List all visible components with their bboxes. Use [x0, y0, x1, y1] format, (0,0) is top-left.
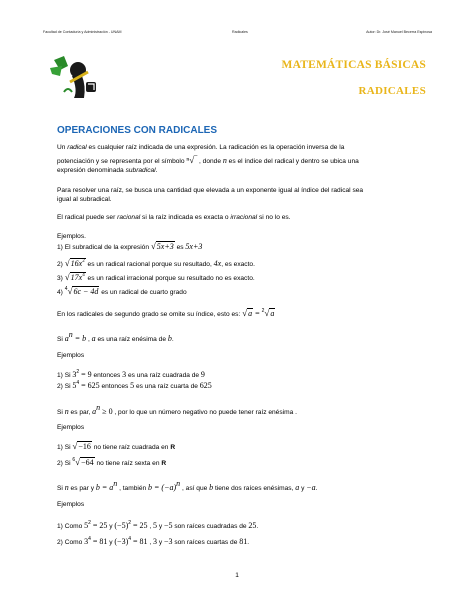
p2-line2: igual al subradical.	[57, 196, 112, 203]
ejemplos2-item2: 2) Si $5^4 = 625$ entonces 5 es una raíz cuarta de 625	[57, 380, 212, 390]
p1-line1: Un radical es cualquier raíz indicada de una expresión. La radicación es la operación inversa de la	[57, 144, 345, 151]
document-title: MATEMÁTICAS BÁSICAS	[281, 59, 426, 71]
page-number: 1	[235, 572, 239, 579]
p4-line: En los radicales de segundo grado se omite su índice, esto es: √a = $^2$√a	[57, 308, 275, 318]
section-heading: OPERACIONES CON RADICALES	[57, 125, 218, 136]
ejemplos3-item2: 2) Si $^6$√−64 no tiene raíz sexta en R	[57, 457, 167, 467]
p1-line3: expresión denominada subradical.	[57, 167, 158, 174]
header-center: Radicales	[232, 30, 248, 34]
document-subtitle: RADICALES	[358, 85, 426, 97]
ejemplos3-item1: 1) Si √−16 no tiene raíz cuadrada en R	[57, 441, 176, 451]
ejemplos2-item1: 1) Si $3^2 = 9$ entonces 3 es una raíz cuadrada de 9	[57, 369, 205, 379]
p6-line: Si n es par, $a^n \ge 0$ , por lo que un número negativo no puede tener raíz enésima .	[57, 403, 297, 416]
radical-symbol-icon: ⁿ√‾	[186, 155, 198, 165]
ejemplos1-item4: 4) $^4$√6c − 4d es un radical de cuarto grado	[57, 286, 187, 296]
p5-line: Si $a^n = b$ , a es una raíz enésima de b.	[57, 330, 174, 343]
header-left: Facultad de Contaduría y Administración - UNAM	[43, 30, 122, 34]
unam-puma-logo	[48, 52, 106, 102]
ejemplos1-item3: 3) $√17x^4$ es un radical irracional porque su resultado no es exacto.	[57, 272, 255, 282]
ejemplos1-item1: 1) El subradical de la expresión √5x+3 es 5x+3	[57, 241, 203, 251]
ejemplos4-item1: 1) Como $5^2 = 25$ y $(-5)^2 = 25$ , 5 y −5 son raíces cuadradas de 25.	[57, 520, 259, 530]
ejemplos1-head: Ejemplos.	[57, 233, 86, 240]
ejemplos4-head: Ejemplos	[57, 501, 85, 508]
ejemplos1-item2: 2) $√16x^2$ es un radical racional porque su resultado, 4x, es exacto.	[57, 258, 255, 268]
header-right: Autor: Dr. José Manuel Becerra Espinosa	[366, 30, 432, 34]
ejemplos2-head: Ejemplos	[57, 352, 85, 359]
ejemplos3-head: Ejemplos	[57, 424, 85, 431]
p2-line1: Para resolver una raíz, se busca una cantidad que elevada a un exponente igual al índice del radical sea	[57, 187, 364, 194]
p3-line: El radical puede ser racional si la raíz indicada es exacta o irracional si no lo es.	[57, 214, 291, 221]
p1-line2: potenciación y se representa por el símbolo ⁿ√‾ , donde n es el índice del radical y dentro se ubica una	[57, 155, 359, 165]
p7-line: Si n es par y $b = a^n$ , también $b = (-a)^n$ , así que b tiene dos raíces enésimas, a y −a.	[57, 479, 318, 492]
ejemplos4-item2: 2) Como $3^4 = 81$ y $(-3)^4 = 81$ , 3 y −3 son raíces cuartas de 81.	[57, 536, 250, 546]
